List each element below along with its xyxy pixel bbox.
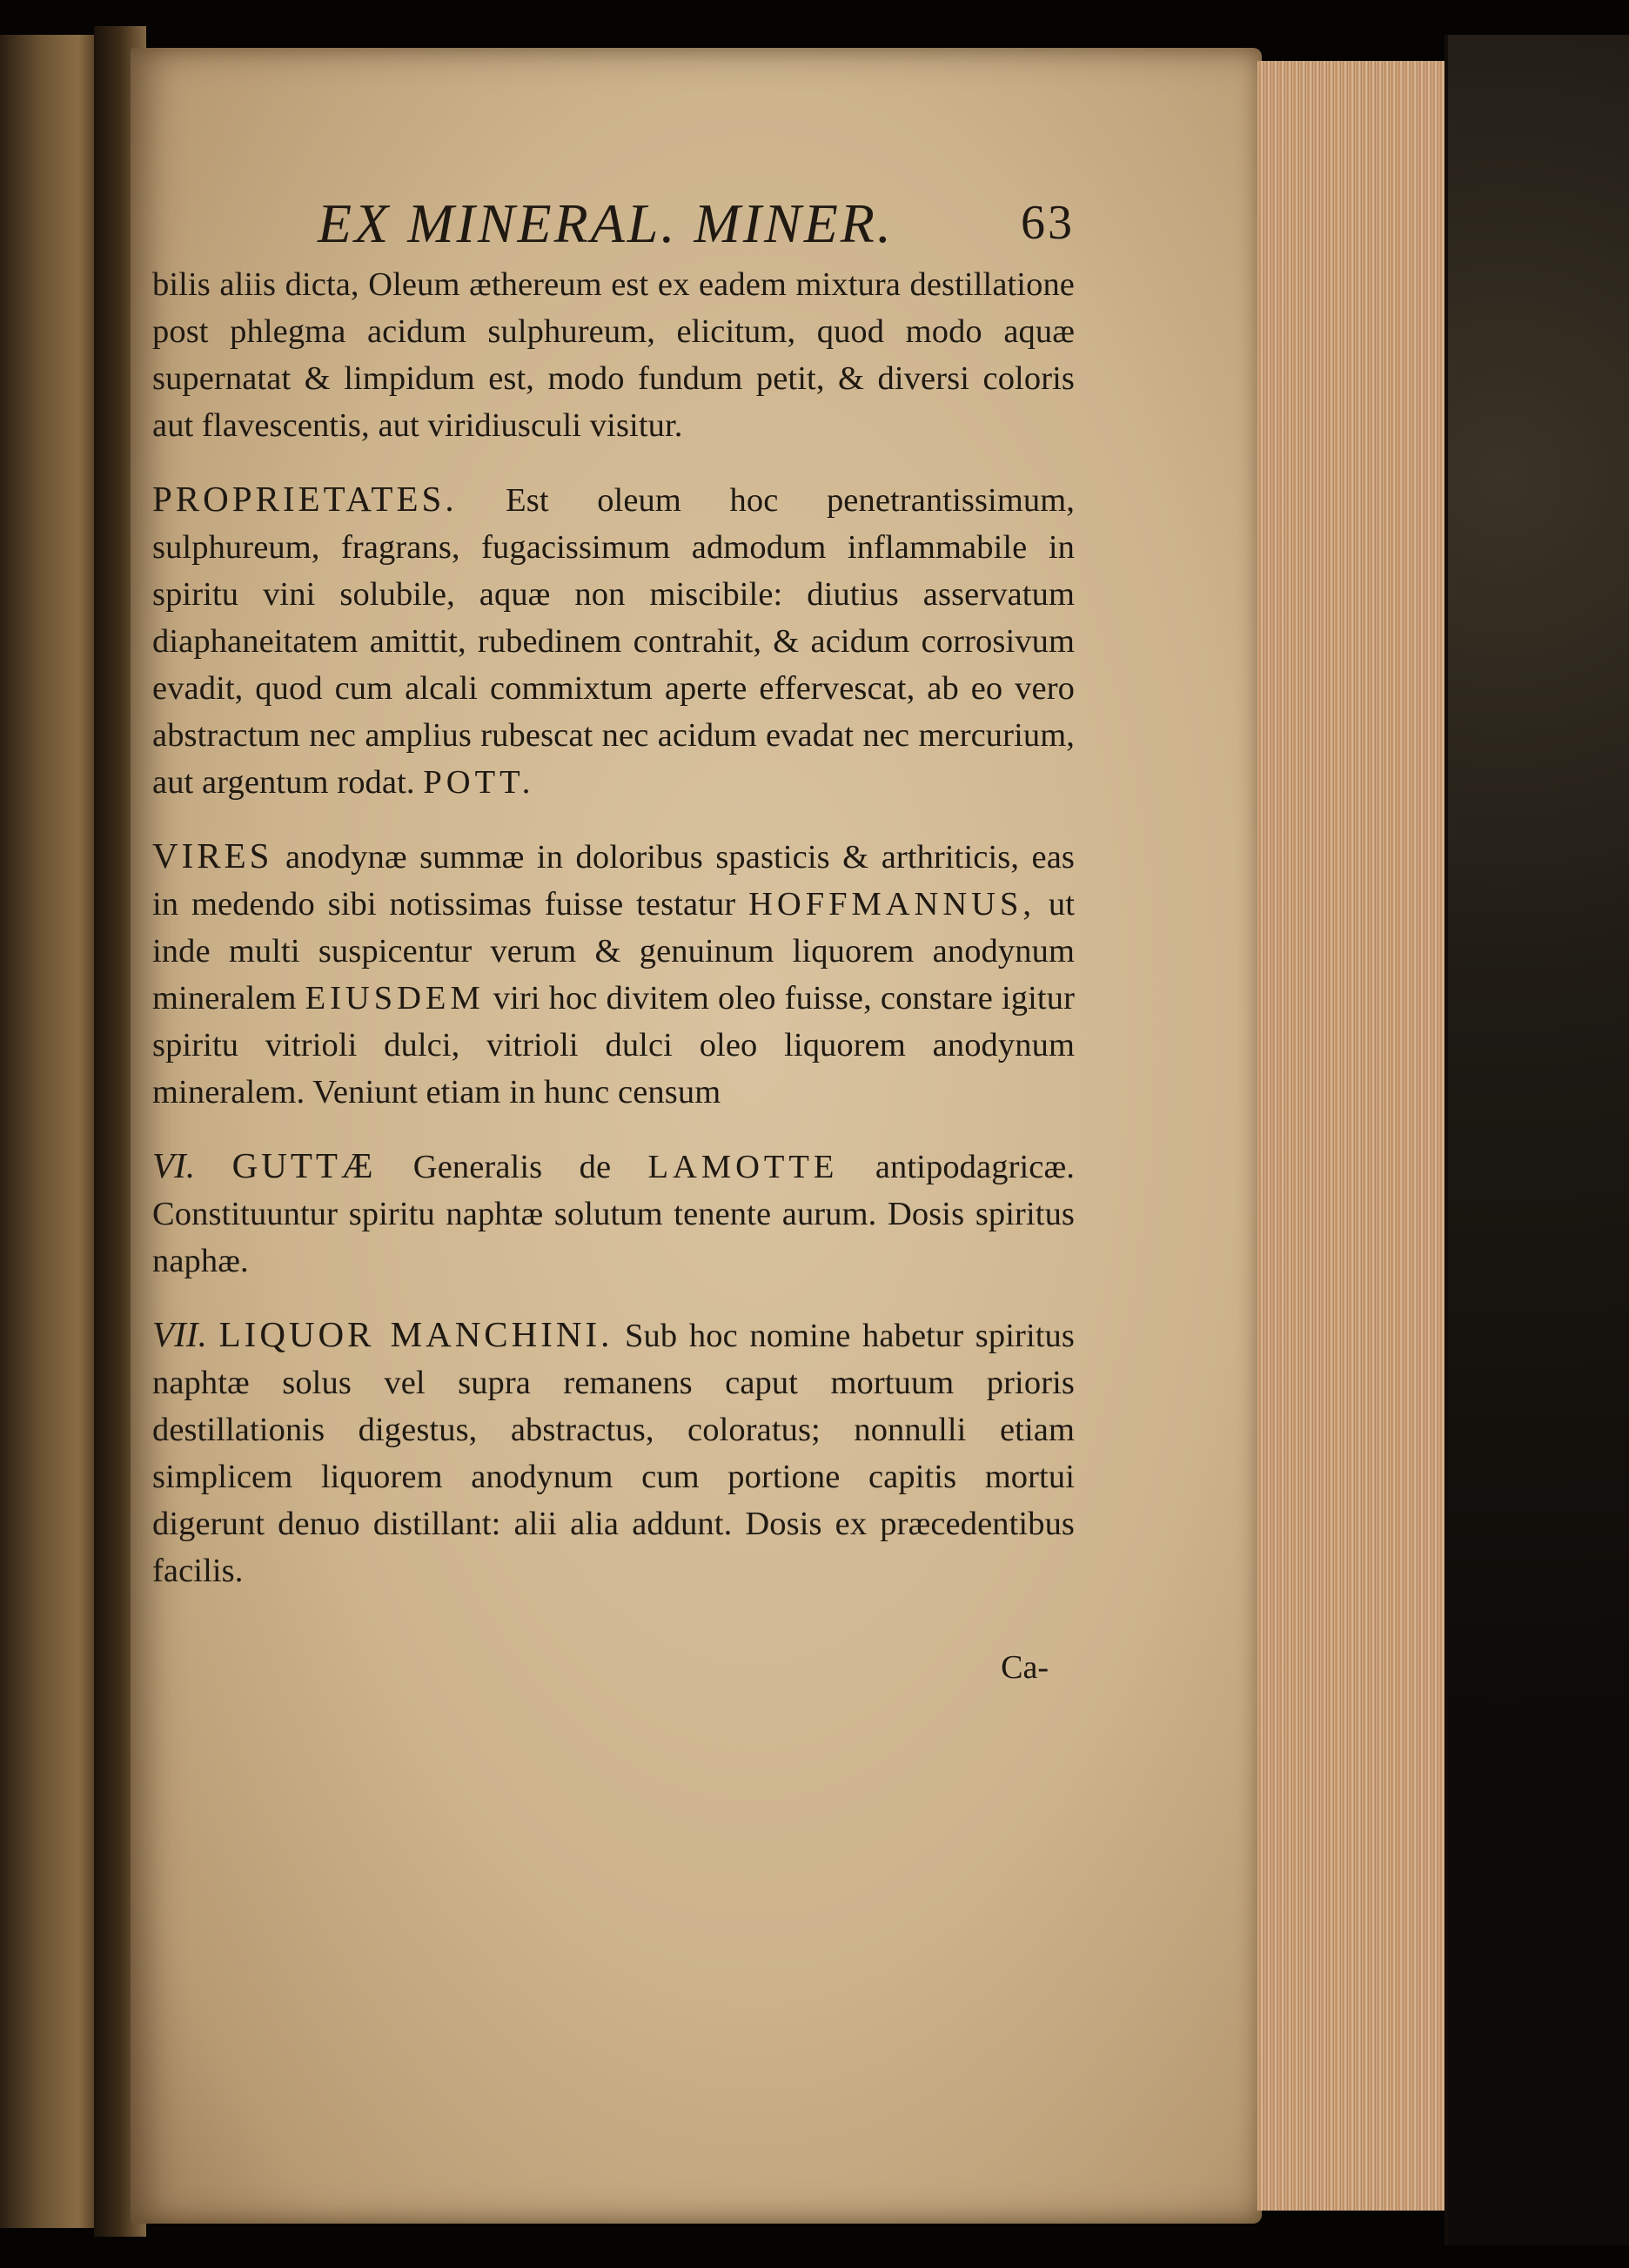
paragraph-proprietates bbox=[152, 475, 1075, 806]
running-title: EX MINERAL. MINER. bbox=[318, 192, 894, 254]
paragraph-guttae bbox=[152, 1142, 1075, 1285]
section-heading: VIRES bbox=[152, 835, 273, 876]
page-edges bbox=[1257, 61, 1458, 2211]
item-number: VI. bbox=[152, 1145, 196, 1185]
author-name: LAMOTTE bbox=[647, 1149, 839, 1185]
paragraph-text: bilis aliis dicta, Oleum æthereum est ex eadem mixtura destillatione post phlegma acidum sulphureum, elicitum, quod modo aquæ supernatat & limpidum est, modo fundum petit, & diversi coloris aut flavescentis, aut viridiusculi visitur. bbox=[152, 266, 1075, 444]
paragraph-vires bbox=[152, 832, 1075, 1116]
paragraph-text: anodynæ summæ in doloribus spasticis & arthriticis, eas in medendo sibi notissimas fuisse testatur bbox=[152, 839, 1075, 923]
item-number: VII. bbox=[152, 1314, 208, 1354]
section-heading: PROPRIETATES. bbox=[152, 479, 458, 519]
paragraph-text: Sub hoc nomine habetur spiritus naphtæ solus vel supra remanens caput mortuum prioris destillationis digestus, abstractus, coloratus; nonnulli etiam simplicem liquorem anodynum cum portione capitis mortui digerunt denuo distillant: alii alia addunt. Dosis ex præcedentibus facilis. bbox=[152, 1318, 1075, 1589]
book-cover bbox=[1445, 35, 1629, 2245]
section-heading: GUTTÆ bbox=[231, 1145, 377, 1185]
paragraph-text: viri hoc divitem oleo fuisse, constare igitur spiritu vitrioli dulci, vitrioli dulci oleo liquorem anodynum mineralem. Veniunt etiam in hunc censum bbox=[152, 980, 1075, 1111]
paragraph-text: Est oleum hoc penetrantissimum, sulphureum, fragrans, fugacissimum admodum inflammabile in spiritu vini solubile, aquæ non miscibile: diutius asservatum diaphaneitatem amittit, rubedinem contrahit, & acidum corrosivum evadit, quod cum alcali commixtum aperte effervescat, ab eo vero abstractum nec amplius rubescat nec acidum evadat nec mercurium, aut argentum rodat. bbox=[152, 482, 1075, 801]
page-number: 63 bbox=[1021, 196, 1075, 250]
author-name: EIUSDEM bbox=[305, 980, 485, 1017]
paragraph-text: Generalis de bbox=[376, 1149, 648, 1185]
left-page-edge bbox=[0, 35, 104, 2228]
author-name: HOFFMANNUS, bbox=[748, 886, 1036, 923]
paragraph-oleum bbox=[152, 261, 1075, 449]
catchword: Ca- bbox=[1001, 1649, 1049, 1686]
paragraph-text: ut inde multi suspicentur verum & genuinum liquorem anodynum mineralem bbox=[152, 886, 1075, 1017]
section-heading: LIQUOR MANCHINI. bbox=[218, 1314, 613, 1354]
paragraph-text: antipodagricæ. Constituuntur spiritu naphtæ solutum tenente aurum. Dosis spiritus naphæ. bbox=[152, 1149, 1075, 1279]
running-head bbox=[152, 191, 1075, 261]
paragraph-liquor-manchini bbox=[152, 1311, 1075, 1594]
page-text bbox=[152, 191, 1075, 1687]
author-citation: POTT. bbox=[423, 764, 535, 801]
